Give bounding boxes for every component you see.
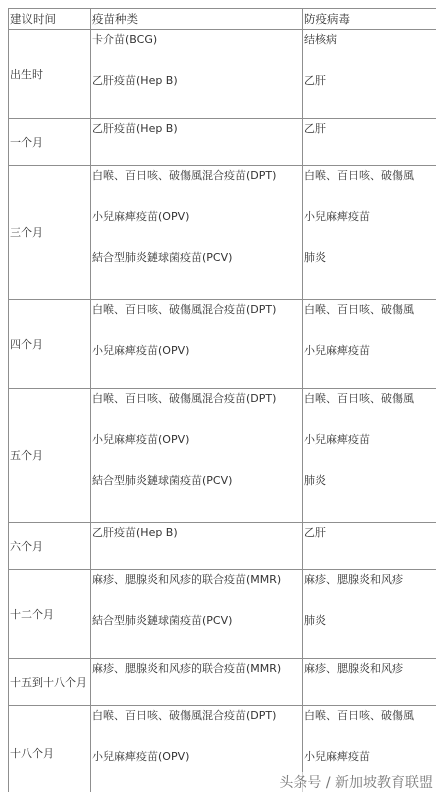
disease-cell [303,659,437,706]
table-row [9,166,437,300]
table-row [9,659,437,706]
time-cell: 十二个月 [9,570,91,659]
disease-cell [303,30,437,119]
time-cell: 出生时 [9,30,91,119]
disease-entry: 白喉、百日咳、破傷風 [304,392,414,405]
disease-entry: 白喉、百日咳、破傷風 [304,169,414,182]
vaccine-cell [91,389,303,523]
table-header-row [9,9,437,30]
vaccine-cell [91,30,303,119]
disease-entry: 小兒麻痺疫苗 [304,750,370,763]
vaccine-entry: 小兒麻痺疫苗(OPV) [92,750,190,763]
time-cell: 四个月 [9,300,91,389]
table-row [9,570,437,659]
vaccine-entry: 乙肝疫苗(Hep B) [92,122,178,135]
disease-cell [303,166,437,300]
vaccine-cell [91,119,303,166]
disease-cell [303,389,437,523]
disease-entry: 白喉、百日咳、破傷風 [304,709,414,722]
disease-entry: 肺炎 [304,251,326,264]
disease-entry: 乙肝 [304,526,326,539]
vaccine-entry: 白喉、百日咳、破傷風混合疫苗(DPT) [92,709,277,722]
vaccine-cell [91,659,303,706]
disease-entry: 小兒麻痺疫苗 [304,344,370,357]
vaccine-entry: 小兒麻痺疫苗(OPV) [92,344,190,357]
disease-entry: 肺炎 [304,474,326,487]
vaccine-schedule-table [8,8,436,792]
vaccine-cell [91,523,303,570]
vaccine-entry: 白喉、百日咳、破傷風混合疫苗(DPT) [92,392,277,405]
disease-cell [303,570,437,659]
disease-entry: 小兒麻痺疫苗 [304,433,370,446]
time-cell: 十八个月 [9,706,91,793]
vaccine-cell [91,706,303,793]
disease-entry: 肺炎 [304,614,326,627]
table-row [9,389,437,523]
table-row [9,300,437,389]
time-cell: 五个月 [9,389,91,523]
vaccine-entry: 卡介苗(BCG) [92,33,158,46]
vaccine-entry: 乙肝疫苗(Hep B) [92,526,178,539]
vaccine-entry: 結合型肺炎鏈球菌疫苗(PCV) [92,474,233,487]
vaccine-schedule-sheet [8,8,436,792]
vaccine-entry: 結合型肺炎鏈球菌疫苗(PCV) [92,614,233,627]
disease-entry: 乙肝 [304,74,326,87]
vaccine-entry: 小兒麻痺疫苗(OPV) [92,210,190,223]
disease-cell [303,300,437,389]
disease-entry: 麻疹、腮腺炎和风疹 [304,662,403,675]
disease-entry: 小兒麻痺疫苗 [304,210,370,223]
vaccine-entry: 麻疹、腮腺炎和风疹的联合疫苗(MMR) [92,573,282,586]
vaccine-cell [91,570,303,659]
vaccine-entry: 麻疹、腮腺炎和风疹的联合疫苗(MMR) [92,662,282,675]
vaccine-entry: 白喉、百日咳、破傷風混合疫苗(DPT) [92,303,277,316]
time-cell: 六个月 [9,523,91,570]
time-cell: 十五到十八个月 [9,659,91,706]
table-row [9,119,437,166]
vaccine-entry: 小兒麻痺疫苗(OPV) [92,433,190,446]
disease-entry: 白喉、百日咳、破傷風 [304,303,414,316]
header-time: 建议时间 [9,9,91,30]
disease-entry: 结核病 [304,33,337,46]
vaccine-cell [91,166,303,300]
source-watermark: 头条号 / 新加坡教育联盟 [277,772,435,792]
header-disease: 防疫病毒 [303,9,437,30]
vaccine-entry: 白喉、百日咳、破傷風混合疫苗(DPT) [92,169,277,182]
header-vaccine: 疫苗种类 [91,9,303,30]
time-cell: 一个月 [9,119,91,166]
disease-entry: 乙肝 [304,122,326,135]
time-cell: 三个月 [9,166,91,300]
table-row [9,30,437,119]
table-row [9,523,437,570]
vaccine-entry: 乙肝疫苗(Hep B) [92,74,178,87]
vaccine-cell [91,300,303,389]
vaccine-entry: 結合型肺炎鏈球菌疫苗(PCV) [92,251,233,264]
disease-cell [303,119,437,166]
disease-entry: 麻疹、腮腺炎和风疹 [304,573,403,586]
disease-cell [303,523,437,570]
